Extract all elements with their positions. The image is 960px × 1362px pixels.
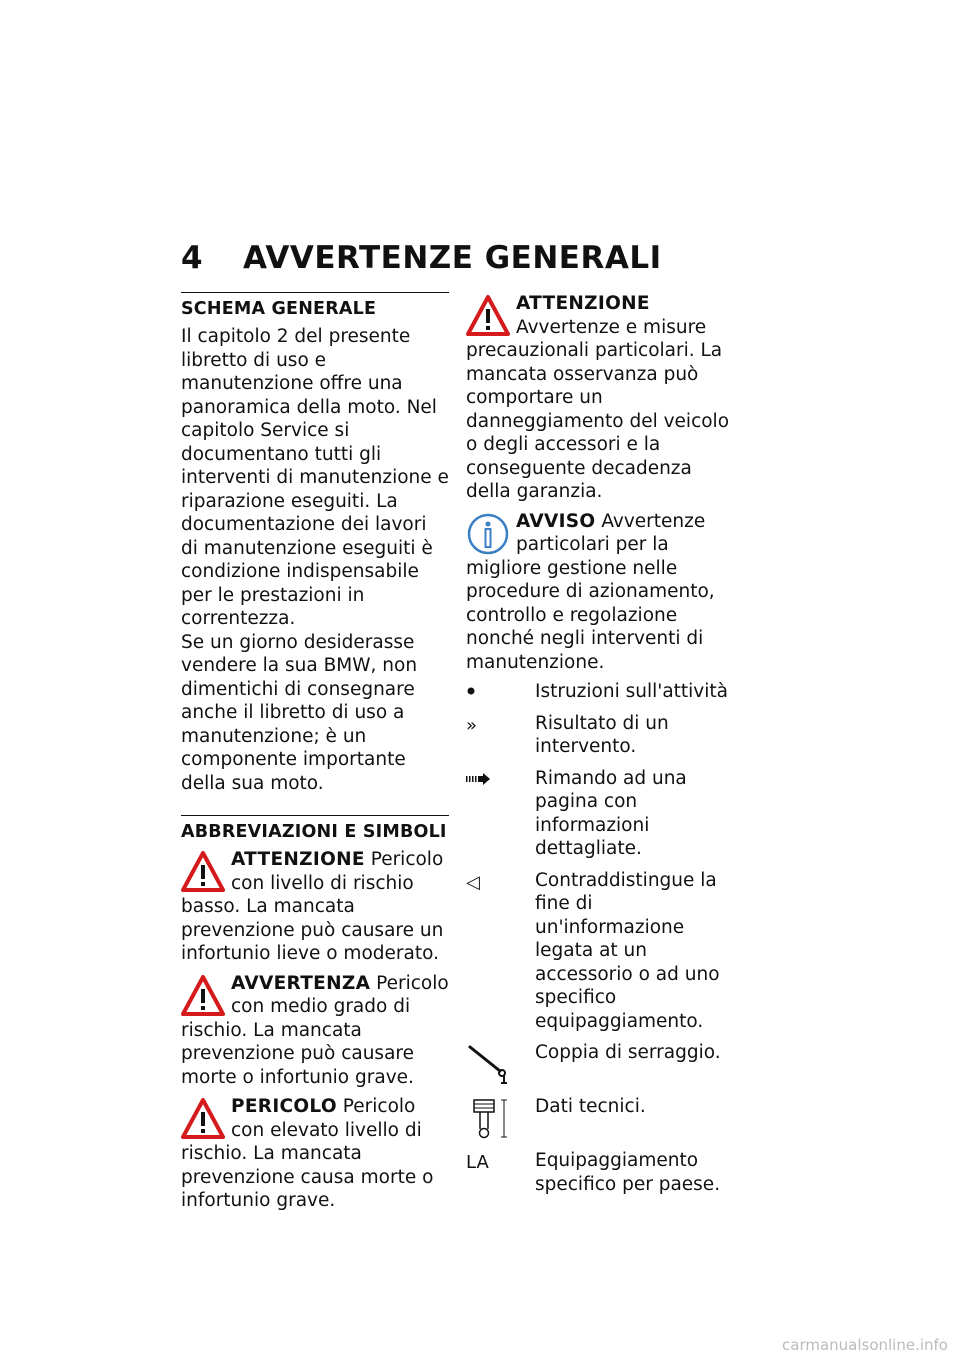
notice-text: Pericolo con medio grado di rischio. La mancata prevenzione può causare morte o infortunio grave. bbox=[181, 972, 449, 1088]
notice-keyword: AVVISO bbox=[516, 510, 596, 532]
symbol-row-torque bbox=[466, 1041, 734, 1087]
watermark: carmanualsonline.info bbox=[782, 1336, 948, 1354]
info-icon bbox=[466, 512, 510, 556]
bullet-icon bbox=[466, 680, 535, 704]
left-column bbox=[181, 292, 449, 1219]
notice-text: Avvertenze particolari per la migliore gestione nelle procedure di azionamento, controllo e regolazione nonché negli interventi di manutenzione. bbox=[466, 510, 715, 673]
symbol-row-country-equipment bbox=[466, 1149, 734, 1196]
notice-text: Pericolo con elevato livello di rischio. La mancata prevenzione causa morte o infortunio grave. bbox=[181, 1096, 434, 1211]
symbol-description: Coppia di serraggio. bbox=[535, 1042, 721, 1063]
section-heading-overview: SCHEMA GENERALE bbox=[181, 292, 449, 321]
double-chevron-icon: » bbox=[466, 714, 478, 736]
notice-keyword: AVVERTENZA bbox=[231, 972, 371, 994]
notice-keyword: ATTENZIONE bbox=[516, 293, 650, 314]
notice-keyword: ATTENZIONE bbox=[231, 849, 365, 870]
notice-text: Avvertenze e misure precauzionali particolari. La mancata osservanza può comportare un danneggiamento del veicolo o degli accessori e la conseguente decadenza della garanzia. bbox=[466, 316, 730, 502]
warning-triangle-icon bbox=[181, 1097, 225, 1141]
symbol-description: Risultato di un intervento. bbox=[535, 712, 669, 757]
notice-avviso bbox=[466, 510, 734, 675]
symbol-row-reference bbox=[466, 767, 734, 861]
overview-paragraph-2: Se un giorno desiderasse vendere la sua BMW, non dimentichi di consegnare anche il libretto di uso a manutenzione; è un componente importante della sua moto. bbox=[181, 631, 418, 794]
chapter-heading bbox=[181, 240, 662, 276]
symbol-description: Istruzioni sull'attività bbox=[535, 681, 728, 702]
section-heading-abbreviations: ABBREVIAZIONI E SIMBOLI bbox=[181, 815, 449, 844]
symbol-description: Equipaggiamento specifico per paese. bbox=[535, 1150, 721, 1195]
warning-triangle-icon bbox=[181, 850, 225, 894]
overview-paragraph-1: Il capitolo 2 del presente libretto di uso e manutenzione offre una panoramica della moto. Nel capitolo Service si documentano tutti gli interventi di manutenzione e riparazione eseguiti. La documentazione dei lavori di manutenzione eseguiti è condizione indispensabile per le prestazioni in correntezza. bbox=[181, 326, 449, 629]
notice-avvertenza-medium-risk bbox=[181, 972, 449, 1090]
symbol-row-technical-data bbox=[466, 1095, 734, 1141]
symbol-row-instructions bbox=[466, 680, 734, 704]
symbol-row-result bbox=[466, 712, 734, 759]
notice-attenzione-low-risk bbox=[181, 848, 449, 966]
technical-data-icon bbox=[466, 1095, 535, 1141]
notice-keyword: PERICOLO bbox=[231, 1096, 337, 1117]
warning-triangle-icon bbox=[181, 974, 225, 1018]
symbol-description: Contraddistingue la fine di un'informazione legata at un accessorio o ad uno specifico equipaggiamento. bbox=[535, 869, 720, 1032]
right-column bbox=[466, 292, 734, 1204]
symbol-description: Dati tecnici. bbox=[535, 1096, 646, 1117]
warning-triangle-icon bbox=[466, 294, 510, 338]
chapter-title: AVVERTENZE GENERALI bbox=[243, 240, 662, 276]
notice-pericolo-high-risk bbox=[181, 1095, 449, 1213]
torque-wrench-icon bbox=[466, 1041, 535, 1087]
symbol-description: Rimando ad una pagina con informazioni dettagliate. bbox=[535, 767, 687, 859]
la-label: LA bbox=[466, 1152, 489, 1173]
notice-attenzione-damage bbox=[466, 292, 734, 504]
end-marker-icon: ◁ bbox=[466, 871, 480, 893]
symbol-row-end-marker bbox=[466, 869, 734, 1034]
chapter-number: 4 bbox=[181, 240, 204, 276]
reference-arrow-icon bbox=[466, 767, 535, 861]
notice-text: Pericolo con livello di rischio basso. La mancata prevenzione può causare un infortunio lieve o moderato. bbox=[181, 849, 444, 964]
